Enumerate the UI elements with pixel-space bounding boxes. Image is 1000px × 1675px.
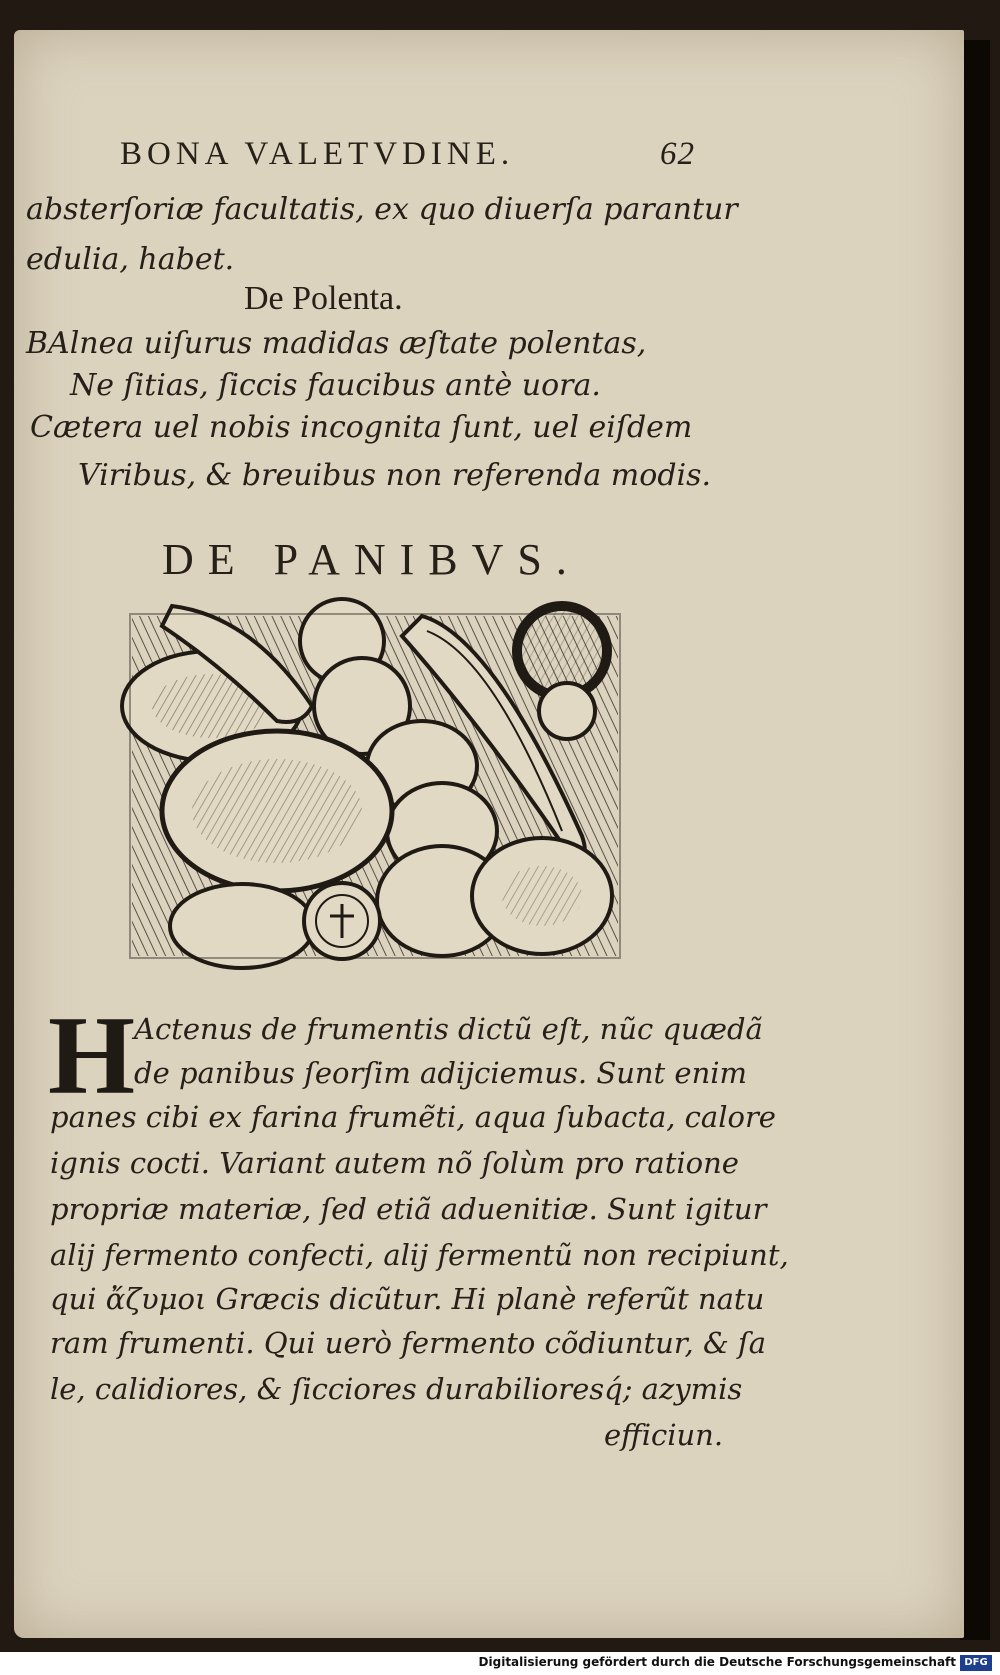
text-line: absterſoriæ facultatis, ex quo diuerſa parantur xyxy=(26,192,738,227)
body-line: le, calidiores, & ſicciores durabilioresq́; azymis xyxy=(50,1372,743,1406)
funding-note: Digitalisierung gefördert durch die Deutsche Forschungsgemeinschaft xyxy=(478,1655,956,1669)
page-edge-shadow xyxy=(960,40,990,1640)
verse-line: BAlnea uiſurus madidas æſtate polentas, xyxy=(26,326,647,361)
body-line: alij fermento confecti, alij fermentũ non recipiunt, xyxy=(50,1238,789,1272)
body-line: efficiun. xyxy=(604,1418,724,1452)
running-head: BONA VALETVDINE. xyxy=(120,136,515,172)
footer-bar xyxy=(0,1652,1000,1675)
subheading: De Polenta. xyxy=(244,280,403,317)
body-line: propriæ materiæ, ſed etiã aduenitiæ. Sunt igitur xyxy=(50,1192,767,1226)
body-line: de panibus ſeorſim adijciemus. Sunt enim xyxy=(134,1056,748,1090)
body-line: Actenus de frumentis dictũ eſt, nũc quædã xyxy=(134,1012,763,1046)
body-line: ram frumenti. Qui uerò fermento cõdiuntur, & ſa xyxy=(50,1326,766,1360)
bread-loaves-woodcut-icon xyxy=(112,596,638,992)
verse-line: Ne ſitias, ſiccis faucibus antè uora. xyxy=(70,368,601,403)
text-line: edulia, habet. xyxy=(26,242,235,277)
section-title: DE PANIBVS. xyxy=(162,535,581,584)
body-line: ignis cocti. Variant autem nõ ſolùm pro ratione xyxy=(50,1146,739,1180)
page-number: 62 xyxy=(660,136,695,172)
body-line: qui ἄζυμοι Græcis dicũtur. Hi planè referũt natu xyxy=(50,1282,765,1316)
drop-cap: H xyxy=(48,994,136,1118)
verse-line: Viribus, & breuibus non referenda modis. xyxy=(78,458,712,493)
verse-line: Cætera uel nobis incognita ſunt, uel eiſdem xyxy=(30,410,693,445)
dfg-logo[interactable]: DFG xyxy=(960,1655,992,1671)
body-line: panes cibi ex farina frumẽti, aqua ſubacta, calore xyxy=(50,1100,776,1134)
